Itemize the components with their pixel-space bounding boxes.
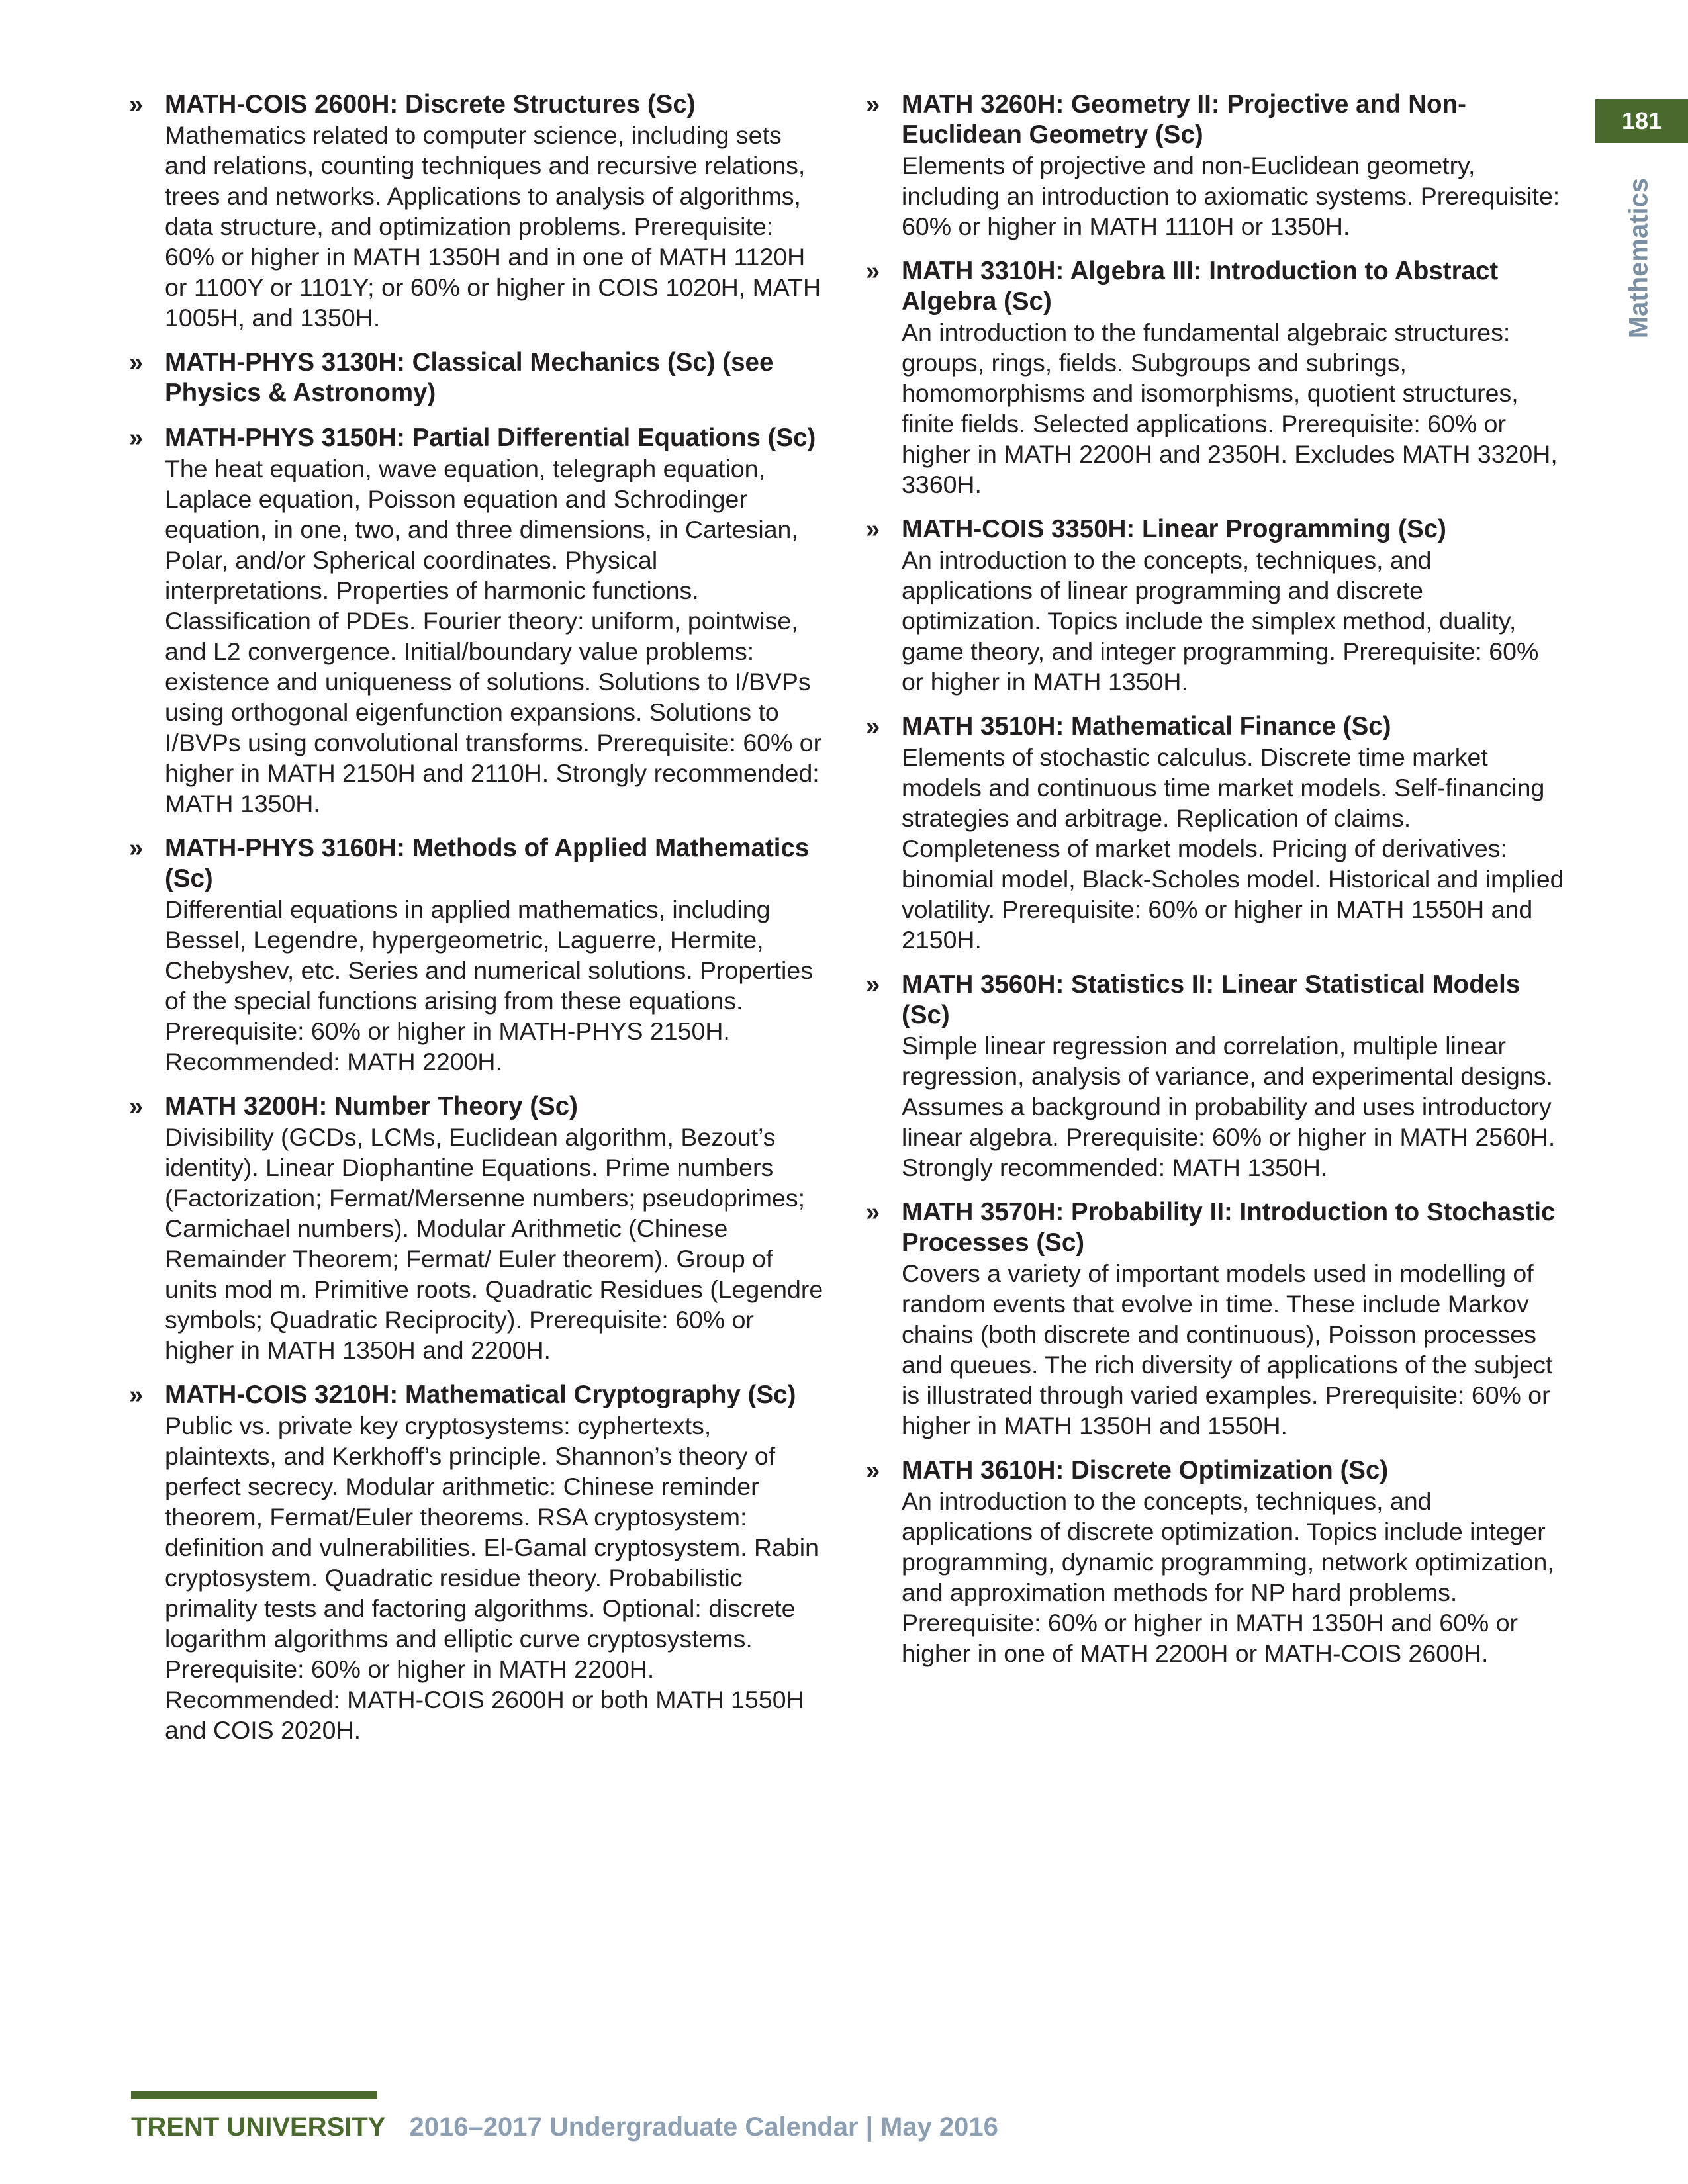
- course-entry: [129, 423, 824, 819]
- course-title: MATH-PHYS 3160H: Methods of Applied Mathematics (Sc): [165, 834, 810, 893]
- course-entry: [129, 1091, 824, 1365]
- bullet-marker: »: [866, 257, 880, 285]
- right-column: [866, 89, 1564, 1683]
- course-description: Covers a variety of important models used in modelling of random events that evolve in time. These include Markov chains (both discrete and continuous), Poisson processes and queues. The rich diversity of applications of the subject is illustrated through varied examples. Prerequisite: 60% or higher in MATH 1350H and 1550H.: [902, 1259, 1553, 1439]
- left-column: [129, 89, 824, 1760]
- course-title: MATH 3510H: Mathematical Finance (Sc): [902, 712, 1391, 741]
- course-description: Elements of projective and non-Euclidean geometry, including an introduction to axiomatic systems. Prerequisite: 60% or higher in MATH 1110H or 1350H.: [902, 152, 1560, 240]
- course-description: Simple linear regression and correlation, multiple linear regression, analysis of variance, and experimental designs. Assumes a background in probability and uses introductory linear algebra. Prerequisite: 60% or higher in MATH 2560H. Strongly recommended: MATH 1350H.: [902, 1032, 1556, 1181]
- course-title: MATH-COIS 3350H: Linear Programming (Sc): [902, 515, 1446, 543]
- bullet-marker: »: [866, 91, 880, 118]
- bullet-marker: »: [866, 1199, 880, 1226]
- course-description: An introduction to the concepts, techniques, and applications of discrete optimization. Topics include integer programming, dynamic programming, network optimization, and approximation methods for NP hard problems. Prerequisite: 60% or higher in MATH 1350H and 60% or higher in one of MATH 2200H or MATH-COIS 2600H.: [902, 1487, 1554, 1667]
- course-entry: [866, 970, 1564, 1183]
- course-description: Public vs. private key cryptosystems: cyphertexts, plaintexts, and Kerkhoff’s principle. Shannon’s theory of perfect secrecy. Modular arithmetic: Chinese reminder theorem, Fermat/Euler theorems. RSA cryptosystem: definition and vulnerabilities. El-Gamal cryptosystem. Rabin cryptosystem. Quadratic residue theory. Probabilistic primality tests and factoring algorithms. Optional: discrete logarithm algorithms and elliptic curve cryptosystems. Prerequisite: 60% or higher in MATH 2200H. Recommended: MATH-COIS 2600H or both MATH 1550H and COIS 2020H.: [165, 1412, 819, 1744]
- course-description: Mathematics related to computer science, including sets and relations, counting techniques and recursive relations, trees and networks. Applications to analysis of algorithms, data structure, and optimization problems. Prerequisite: 60% or higher in MATH 1350H and in one of MATH 1120H or 1100Y or 1101Y; or 60% or higher in COIS 1020H, MATH 1005H, and 1350H.: [165, 121, 821, 332]
- bullet-marker: »: [866, 713, 880, 741]
- course-entry: [866, 89, 1564, 242]
- page-footer: [131, 2111, 998, 2143]
- course-description: An introduction to the fundamental algebraic structures: groups, rings, fields. Subgroups and subrings, homomorphisms and isomorphisms, quotient structures, finite fields. Selected applications. Prerequisite: 60% or higher in MATH 2200H and 2350H. Excludes MATH 3320H, 3360H.: [902, 318, 1558, 498]
- bullet-marker: »: [129, 835, 144, 862]
- bullet-marker: »: [129, 424, 144, 452]
- bullet-marker: »: [866, 971, 880, 999]
- course-title: MATH 3560H: Statistics II: Linear Statistical Models (Sc): [902, 970, 1521, 1029]
- footer-rule: [131, 2091, 377, 2099]
- bullet-marker: »: [129, 349, 144, 377]
- page-number: 181: [1595, 99, 1688, 143]
- course-entry: [129, 833, 824, 1077]
- course-description: An introduction to the concepts, techniques, and applications of linear programming and discrete optimization. Topics include the simplex method, duality, game theory, and integer programming. Prerequisite: 60% or higher in MATH 1350H.: [902, 546, 1539, 696]
- bullet-marker: »: [129, 1093, 144, 1120]
- course-title: MATH 3200H: Number Theory (Sc): [165, 1092, 578, 1120]
- course-entry: [129, 347, 824, 408]
- course-description: Divisibility (GCDs, LCMs, Euclidean algorithm, Bezout’s identity). Linear Diophantine Equations. Prime numbers (Factorization; Fermat/Mersenne numbers; pseudoprimes; Carmichael numbers). Modular Arithmetic (Chinese Remainder Theorem; Fermat/ Euler theorem). Group of units mod m. Primitive roots. Quadratic Residues (Legendre symbols; Quadratic Reciprocity). Prerequisite: 60% or higher in MATH 1350H and 2200H.: [165, 1123, 823, 1364]
- bullet-marker: »: [129, 1381, 144, 1409]
- section-side-tab-label: Mathematics: [1624, 177, 1654, 339]
- course-title: MATH 3260H: Geometry II: Projective and Non-Euclidean Geometry (Sc): [902, 90, 1466, 149]
- course-title: MATH 3570H: Probability II: Introduction to Stochastic Processes (Sc): [902, 1198, 1556, 1257]
- course-title: MATH-PHYS 3150H: Partial Differential Equations (Sc): [165, 424, 816, 452]
- footer-calendar: 2016–2017 Undergraduate Calendar | May 2016: [409, 2113, 998, 2142]
- course-entry: [866, 711, 1564, 955]
- course-entry: [866, 256, 1564, 500]
- course-title: MATH-COIS 3210H: Mathematical Cryptography (Sc): [165, 1381, 796, 1409]
- course-description: The heat equation, wave equation, telegraph equation, Laplace equation, Poisson equation and Schrodinger equation, in one, two, and three dimensions, in Cartesian, Polar, and/or Spherical coordinates. Physical interpretations. Properties of harmonic functions. Classification of PDEs. Fourier theory: uniform, pointwise, and L2 convergence. Initial/boundary value problems: existence and uniqueness of solutions. Solutions to I/BVPs using orthogonal eigenfunction expansions. Solutions to I/BVPs using convolutional transforms. Prerequisite: 60% or higher in MATH 2150H and 2110H. Strongly recommended: MATH 1350H.: [165, 455, 822, 817]
- course-entry: [129, 89, 824, 333]
- bullet-marker: »: [866, 1457, 880, 1484]
- course-title: MATH 3610H: Discrete Optimization (Sc): [902, 1456, 1389, 1484]
- course-entry: [866, 1197, 1564, 1441]
- bullet-marker: »: [866, 516, 880, 543]
- section-side-tab: [1619, 172, 1659, 344]
- course-entry: [866, 1455, 1564, 1668]
- course-description: Elements of stochastic calculus. Discrete time market models and continuous time market models. Self-financing strategies and arbitrage. Replication of claims. Completeness of market models. Pricing of derivatives: binomial model, Black-Scholes model. Historical and implied volatility. Prerequisite: 60% or higher in MATH 1550H and 2150H.: [902, 743, 1564, 954]
- course-entry: [866, 514, 1564, 697]
- course-title: MATH 3310H: Algebra III: Introduction to Abstract Algebra (Sc): [902, 257, 1499, 316]
- course-title: MATH-COIS 2600H: Discrete Structures (Sc): [165, 90, 696, 118]
- bullet-marker: »: [129, 91, 144, 118]
- course-title: MATH-PHYS 3130H: Classical Mechanics (Sc) (see Physics & Astronomy): [165, 348, 774, 407]
- course-description: Differential equations in applied mathematics, including Bessel, Legendre, hypergeometric, Laguerre, Hermite, Chebyshev, etc. Series and numerical solutions. Properties of the special functions arising from these equations. Prerequisite: 60% or higher in MATH-PHYS 2150H. Recommended: MATH 2200H.: [165, 895, 813, 1075]
- course-entry: [129, 1380, 824, 1745]
- footer-university: TRENT UNIVERSITY: [131, 2113, 386, 2142]
